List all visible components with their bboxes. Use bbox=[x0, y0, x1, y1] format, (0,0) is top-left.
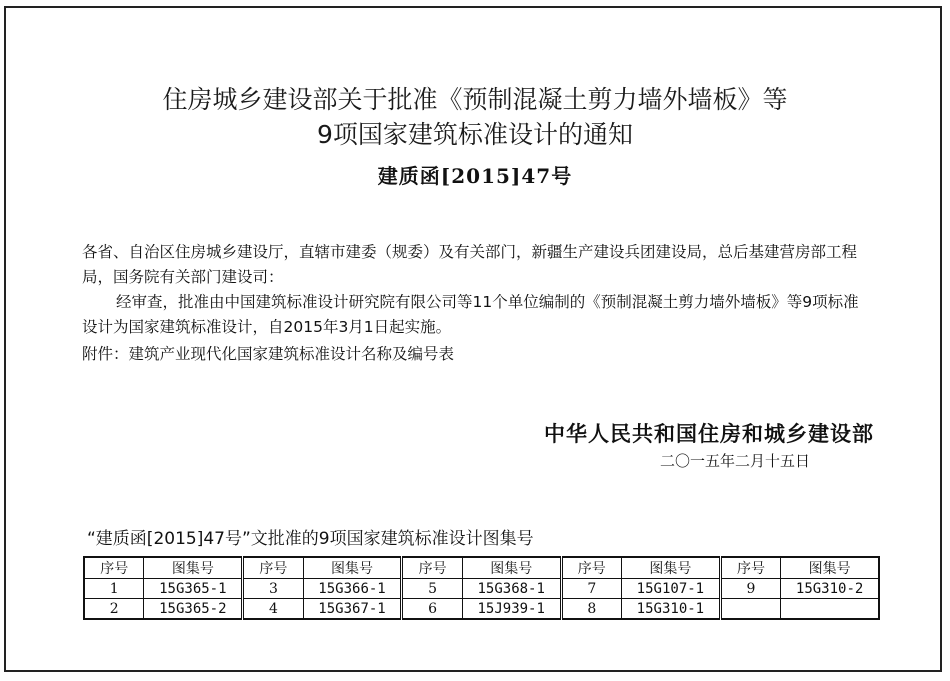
header-code: 图集号 bbox=[303, 557, 402, 579]
header-code: 图集号 bbox=[462, 557, 561, 579]
attachment-line: 附件：建筑产业现代化国家建筑标准设计名称及编号表 bbox=[82, 345, 455, 363]
seq-cell: 4 bbox=[243, 599, 303, 620]
code-cell: 15G107-1 bbox=[622, 579, 721, 599]
code-cell: 15G367-1 bbox=[303, 599, 402, 620]
header-seq: 序号 bbox=[84, 557, 144, 579]
seq-cell: 8 bbox=[561, 599, 621, 620]
seq-cell: 1 bbox=[84, 579, 144, 599]
header-seq: 序号 bbox=[561, 557, 621, 579]
code-cell: 15G310-2 bbox=[781, 579, 879, 599]
seq-cell: 7 bbox=[561, 579, 621, 599]
notice-title-line2: 9项国家建筑标准设计的通知 bbox=[317, 120, 633, 149]
notice-title-line1: 住房城乡建设部关于批准《预制混凝土剪力墙外墙板》等 bbox=[162, 85, 788, 114]
issue-date: 二〇一五年二月十五日 bbox=[659, 452, 810, 470]
seq-cell: 9 bbox=[720, 579, 780, 599]
code-cell: 15J939-1 bbox=[462, 599, 561, 620]
document-number: 建质函[2015]47号 bbox=[377, 164, 573, 188]
atlas-number-table bbox=[83, 556, 880, 620]
addressee-paragraph: 各省、自治区住房城乡建设厅，直辖市建委（规委）及有关部门，新疆生产建设兵团建设局，总后基建营房部工程局，国务院有关部门建设司： bbox=[82, 243, 858, 286]
seq-cell bbox=[720, 599, 780, 620]
header-seq: 序号 bbox=[720, 557, 780, 579]
seq-cell: 5 bbox=[402, 579, 462, 599]
code-cell: 15G365-1 bbox=[144, 579, 243, 599]
table-row bbox=[84, 599, 879, 620]
table-header-row bbox=[84, 557, 879, 579]
header-code: 图集号 bbox=[144, 557, 243, 579]
seq-cell: 6 bbox=[402, 599, 462, 620]
seq-cell: 2 bbox=[84, 599, 144, 620]
seq-cell: 3 bbox=[243, 579, 303, 599]
header-seq: 序号 bbox=[243, 557, 303, 579]
body-paragraph: 经审查，批准由中国建筑标准设计研究院有限公司等11个单位编制的《预制混凝土剪力墙外墙板》等9项标准设计为国家建筑标准设计，自2015年3月1日起实施。 bbox=[82, 293, 859, 336]
table-caption: “建质函[2015]47号”文批准的9项国家建筑标准设计图集号 bbox=[87, 529, 534, 549]
header-code: 图集号 bbox=[781, 557, 879, 579]
code-cell: 15G310-1 bbox=[622, 599, 721, 620]
code-cell: 15G365-2 bbox=[144, 599, 243, 620]
code-cell: 15G368-1 bbox=[462, 579, 561, 599]
issuer-signature: 中华人民共和国住房和城乡建设部 bbox=[544, 422, 874, 446]
header-seq: 序号 bbox=[402, 557, 462, 579]
code-cell bbox=[781, 599, 879, 620]
code-cell: 15G366-1 bbox=[303, 579, 402, 599]
table-row bbox=[84, 579, 879, 599]
header-code: 图集号 bbox=[622, 557, 721, 579]
